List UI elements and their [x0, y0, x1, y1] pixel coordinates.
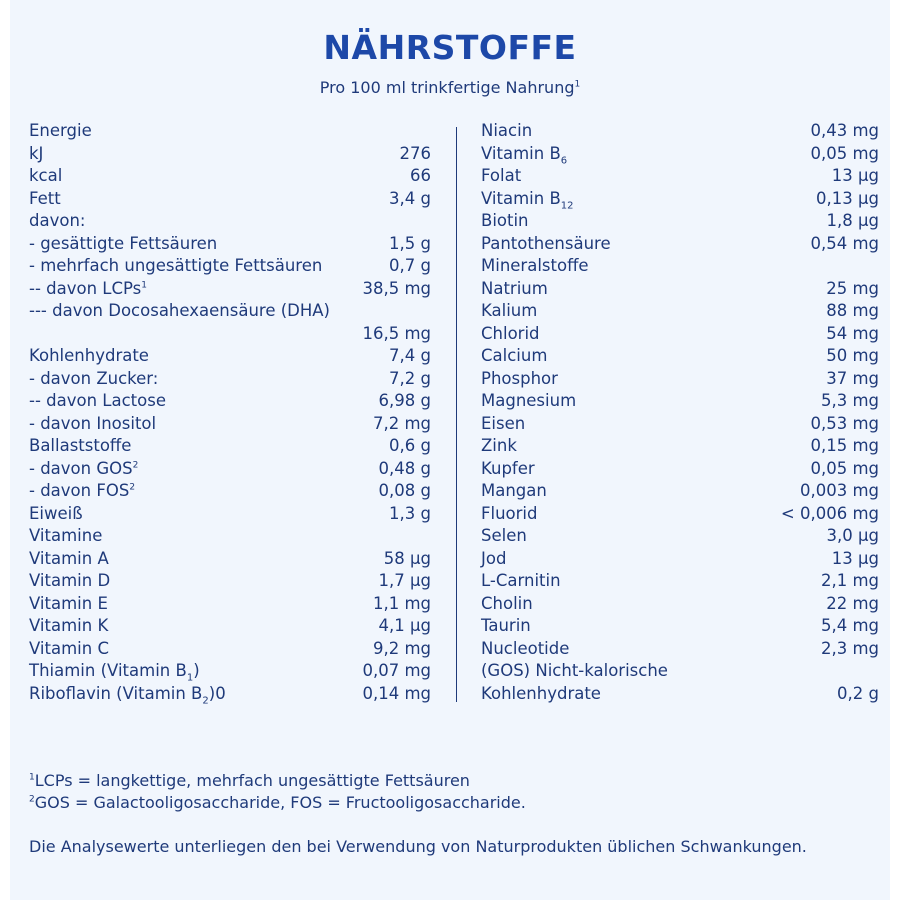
nutrient-value: 1,8 µg — [826, 211, 879, 230]
nutrient-label — [29, 570, 110, 593]
nutrient-value: 1,5 g — [389, 233, 431, 253]
nutrient-label-text: Phosphor — [481, 368, 558, 388]
footnote-2-text: GOS = Galactooligosaccharide, FOS = Fructooligosaccharide. — [34, 793, 526, 812]
nutrient-label-text: Kalium — [481, 301, 538, 320]
nutrient-label-text: Thiamin (Vitamin B — [29, 661, 187, 680]
nutrient-label — [29, 435, 131, 458]
nutrient-label-text: Vitamin C — [29, 638, 109, 658]
nutrient-row — [481, 660, 879, 683]
nutrient-row — [481, 615, 879, 638]
nutrient-label-text: Folat — [481, 166, 522, 185]
nutrient-row — [481, 143, 879, 166]
nutrient-label — [481, 390, 576, 413]
nutrient-row — [481, 593, 879, 616]
nutrient-label-text: - gesättigte Fettsäuren — [29, 233, 218, 253]
nutrient-label-text: Energie — [29, 121, 92, 140]
nutrient-label — [481, 120, 532, 143]
nutrient-label-footnote-mark: 1 — [141, 280, 148, 290]
nutrient-label — [481, 278, 548, 301]
nutrient-row — [481, 210, 879, 233]
nutrient-value: 3,4 g — [389, 188, 431, 208]
nutrient-label — [29, 300, 330, 323]
nutrient-label — [481, 143, 567, 166]
nutrient-label — [481, 480, 547, 503]
nutrient-value: 22 mg — [826, 593, 879, 613]
nutrient-row — [481, 435, 879, 458]
nutrient-value: 2,3 mg — [820, 638, 879, 658]
nutrient-label-text: Kohlenhydrate — [481, 683, 601, 703]
nutrient-value: 9,2 mg — [372, 638, 431, 658]
nutrient-label-text: Zink — [481, 436, 517, 455]
nutrient-label — [29, 210, 85, 233]
nutrient-value: 6,98 g — [378, 391, 431, 410]
nutrient-label-text: (GOS) Nicht-kalorische — [481, 661, 668, 680]
nutrient-label-text: Cholin — [481, 593, 533, 613]
nutrient-label-text: - davon GOS — [29, 458, 133, 478]
nutrient-value: 0,7 g — [389, 256, 431, 275]
nutrient-value: 1,1 mg — [372, 593, 431, 613]
nutrient-row — [29, 255, 431, 278]
nutrient-label-suffix: )0 — [208, 683, 226, 703]
nutrient-value: 0,48 g — [378, 458, 431, 478]
nutrient-label — [481, 323, 540, 346]
nutrient-value: 1,7 µg — [378, 571, 431, 590]
nutrient-label — [481, 548, 506, 571]
nutrient-label-text: Ballaststoffe — [29, 436, 132, 455]
nutrient-list-left — [29, 120, 431, 705]
nutrient-row — [29, 278, 431, 301]
footnote-1 — [29, 770, 869, 792]
nutrient-label — [481, 525, 527, 548]
nutrient-label-text: L-Carnitin — [481, 571, 561, 590]
nutrient-row — [481, 525, 879, 548]
nutrient-row — [29, 548, 431, 571]
nutrient-value: 88 mg — [826, 301, 879, 320]
nutrient-label — [481, 300, 537, 323]
nutrient-row — [29, 525, 431, 548]
nutrient-value: 13 µg — [831, 548, 879, 568]
nutrient-row — [481, 278, 879, 301]
nutrient-label-text: Mineralstoffe — [481, 256, 589, 275]
nutrient-label-subscript: 1 — [186, 672, 194, 684]
nutrient-label — [29, 345, 149, 368]
nutrient-row — [29, 683, 431, 706]
nutrient-value: 3,0 µg — [826, 526, 879, 545]
nutrient-label — [481, 165, 521, 188]
nutrient-label-text: -- davon LCPs — [29, 278, 142, 298]
nutrient-label — [481, 368, 558, 391]
nutrient-label-text: Vitamine — [29, 526, 103, 545]
nutrient-list-right — [481, 120, 879, 705]
footnote-1-mark: 1 — [29, 772, 35, 783]
nutrient-label-suffix: ) — [193, 661, 200, 680]
nutrient-label — [29, 503, 83, 526]
nutrient-label-subscript: 2 — [202, 694, 209, 706]
nutrient-label-text: Biotin — [481, 211, 529, 230]
nutrient-label-text: - davon Inositol — [29, 413, 157, 433]
nutrient-label — [481, 255, 589, 278]
nutrient-label-text: Vitamin E — [29, 593, 108, 613]
nutrient-label-text: Magnesium — [481, 391, 577, 410]
nutrient-value: 0,07 mg — [362, 661, 431, 680]
nutrient-label — [29, 683, 226, 706]
nutrient-label — [29, 255, 322, 278]
nutrient-label-text: Fett — [29, 188, 61, 208]
nutrient-row — [29, 323, 431, 346]
subtitle-footnote-mark: 1 — [574, 79, 581, 90]
footnote-spacer — [29, 814, 869, 836]
nutrient-value: 0,53 mg — [810, 413, 879, 433]
nutrient-value: 0,13 µg — [816, 188, 879, 208]
nutrient-value: 37 mg — [826, 368, 879, 388]
nutrient-label-text: davon: — [29, 211, 86, 230]
nutrient-row — [481, 233, 879, 256]
nutrient-row — [481, 548, 879, 571]
nutrient-value: 38,5 mg — [362, 278, 431, 298]
nutrient-value: 5,3 mg — [820, 391, 879, 410]
nutrient-label-footnote-mark: 2 — [129, 482, 136, 493]
nutrient-row — [481, 120, 879, 143]
nutrient-label-text: - mehrfach ungesättigte Fettsäuren — [29, 256, 323, 275]
disclaimer-text: Die Analysewerte unterliegen den bei Verwendung von Naturprodukten üblichen Schwankungen. — [29, 837, 807, 856]
nutrient-row — [481, 683, 879, 706]
nutrient-value: 0,003 mg — [799, 481, 879, 500]
nutrient-row — [29, 390, 431, 413]
nutrient-row — [481, 638, 879, 661]
nutrient-label — [29, 458, 138, 481]
nutrient-value: 7,2 mg — [372, 413, 431, 433]
nutrient-value: 0,54 mg — [810, 233, 879, 253]
nutrient-label — [29, 660, 200, 683]
nutrient-row — [29, 660, 431, 683]
nutrient-label — [29, 480, 135, 503]
nutrient-row — [481, 188, 879, 211]
nutrient-label — [481, 345, 547, 368]
nutrient-label — [29, 278, 147, 301]
nutrient-label-text: Vitamin K — [29, 616, 109, 635]
nutrient-row — [29, 300, 431, 323]
nutrient-label-text: Vitamin B — [481, 143, 561, 163]
footnotes — [29, 770, 869, 858]
page-title: NÄHRSTOFFE — [323, 28, 577, 67]
nutrient-row — [29, 143, 431, 166]
nutrient-label-text: Vitamin D — [29, 571, 111, 590]
nutrient-label-text: kJ — [29, 143, 44, 163]
footnote-2 — [29, 792, 869, 814]
nutrient-value: 1,3 g — [389, 503, 431, 523]
nutrient-label — [481, 233, 611, 256]
nutrient-label-text: Natrium — [481, 278, 548, 298]
nutrient-label — [29, 615, 108, 638]
footnote-1-text: LCPs = langkettige, mehrfach ungesättigte Fettsäuren — [34, 771, 470, 790]
nutrient-row — [29, 165, 431, 188]
nutrient-label — [29, 188, 61, 211]
nutrient-value: 2,1 mg — [820, 571, 879, 590]
nutrient-row — [481, 165, 879, 188]
nutrient-row — [29, 593, 431, 616]
nutrient-label-text: Nucleotide — [481, 638, 570, 658]
nutrient-label-text: Pantothensäure — [481, 233, 611, 253]
nutrient-label — [29, 593, 108, 616]
nutrient-row — [481, 323, 879, 346]
nutrient-row — [481, 458, 879, 481]
nutrient-row — [29, 615, 431, 638]
nutrient-row — [29, 233, 431, 256]
nutrient-label-text: --- davon Docosahexaensäure (DHA) — [29, 301, 330, 320]
page-subtitle — [0, 78, 900, 97]
nutrient-row — [481, 368, 879, 391]
nutrient-value: 0,05 mg — [810, 143, 879, 163]
nutrient-label-text: Jod — [481, 548, 507, 568]
nutrient-label — [29, 165, 62, 188]
nutrient-row — [29, 413, 431, 436]
nutrient-label-text: Niacin — [481, 121, 533, 140]
nutrient-row — [29, 480, 431, 503]
nutrient-row — [29, 368, 431, 391]
nutrient-label — [29, 233, 217, 256]
nutrient-value: 5,4 mg — [820, 616, 879, 635]
nutrient-row — [481, 503, 879, 526]
nutrient-value: 7,2 g — [389, 368, 431, 388]
nutrient-label — [481, 413, 525, 436]
nutrient-label — [29, 368, 158, 391]
nutrient-row — [481, 345, 879, 368]
nutrient-label-text: Fluorid — [481, 503, 538, 523]
nutrient-label — [481, 503, 537, 526]
nutrient-label-text: Vitamin A — [29, 548, 109, 568]
nutrient-label — [29, 525, 102, 548]
subtitle-text: Pro 100 ml trinkfertige Nahrung — [319, 78, 575, 97]
nutrient-label-footnote-mark: 2 — [132, 460, 139, 470]
nutrient-row — [29, 570, 431, 593]
nutrient-label-text: Calcium — [481, 346, 548, 365]
nutrient-label — [481, 593, 533, 616]
nutrient-label — [481, 660, 668, 683]
nutrient-label — [481, 210, 529, 233]
nutrient-label-text: Selen — [481, 526, 527, 545]
nutrient-row — [29, 345, 431, 368]
nutrient-value: 50 mg — [826, 346, 879, 365]
nutrient-label — [29, 638, 109, 661]
nutrient-label — [481, 683, 601, 706]
nutrient-row — [29, 210, 431, 233]
nutrient-label-text: Mangan — [481, 481, 547, 500]
nutrient-label-text: Kohlenhydrate — [29, 346, 149, 365]
nutrient-value: 0,6 g — [389, 436, 431, 455]
nutrient-label-subscript: 12 — [560, 199, 574, 211]
nutrient-row — [481, 480, 879, 503]
nutrient-value: 0,2 g — [837, 683, 879, 703]
nutrient-label — [481, 435, 517, 458]
nutrient-row — [29, 188, 431, 211]
nutrient-label-text: -- davon Lactose — [29, 391, 166, 410]
nutrient-label-text: Chlorid — [481, 323, 540, 343]
column-divider — [456, 127, 457, 702]
nutrient-value: 0,08 g — [378, 481, 431, 500]
nutrient-row — [481, 300, 879, 323]
nutrient-label — [481, 638, 569, 661]
nutrient-value: 7,4 g — [389, 346, 431, 365]
nutrient-label — [29, 413, 156, 436]
nutrient-row — [29, 458, 431, 481]
nutrient-label-text: Kupfer — [481, 458, 535, 478]
nutrient-label-text: Vitamin B — [481, 188, 561, 208]
nutrient-value: 13 µg — [831, 166, 879, 185]
nutrient-value: 0,15 mg — [810, 436, 879, 455]
nutrient-row — [29, 120, 431, 143]
nutrient-row — [481, 255, 879, 278]
nutrient-label-text: Riboflavin (Vitamin B — [29, 683, 203, 703]
nutrient-value: 0,43 mg — [810, 121, 879, 140]
nutrient-value: 25 mg — [826, 278, 879, 298]
nutrient-value: < 0,006 mg — [780, 503, 879, 523]
nutrient-value: 4,1 µg — [378, 616, 431, 635]
nutrient-value: 276 — [399, 143, 431, 163]
nutrient-value: 0,14 mg — [362, 683, 431, 703]
nutrient-label — [481, 615, 531, 638]
nutrient-value: 16,5 mg — [362, 323, 431, 343]
nutrient-row — [29, 435, 431, 458]
nutrient-label — [29, 548, 109, 571]
nutrient-label — [481, 458, 535, 481]
nutrient-label-text: - davon FOS — [29, 481, 130, 500]
nutrient-value: 66 — [410, 166, 431, 185]
nutrient-label-text: Taurin — [481, 616, 531, 635]
nutrient-value: 54 mg — [826, 323, 879, 343]
nutrient-value: 58 µg — [383, 548, 431, 568]
nutrient-label — [29, 143, 43, 166]
nutrient-label — [29, 390, 166, 413]
nutrient-row — [481, 390, 879, 413]
nutrient-value: 0,05 mg — [810, 458, 879, 478]
nutrient-label — [481, 188, 574, 211]
nutrient-row — [29, 638, 431, 661]
nutrient-label-text: - davon Zucker: — [29, 368, 159, 388]
footnote-2-mark: 2 — [29, 794, 35, 805]
nutrient-label-text: Eisen — [481, 413, 526, 433]
nutrient-label — [481, 570, 561, 593]
nutrient-row — [29, 503, 431, 526]
nutrient-row — [481, 570, 879, 593]
nutrient-row — [481, 413, 879, 436]
nutrient-label-subscript: 6 — [560, 154, 568, 166]
nutrient-label-text: Eiweiß — [29, 503, 83, 523]
nutrient-label — [29, 120, 92, 143]
nutrient-label-text: kcal — [29, 166, 63, 185]
